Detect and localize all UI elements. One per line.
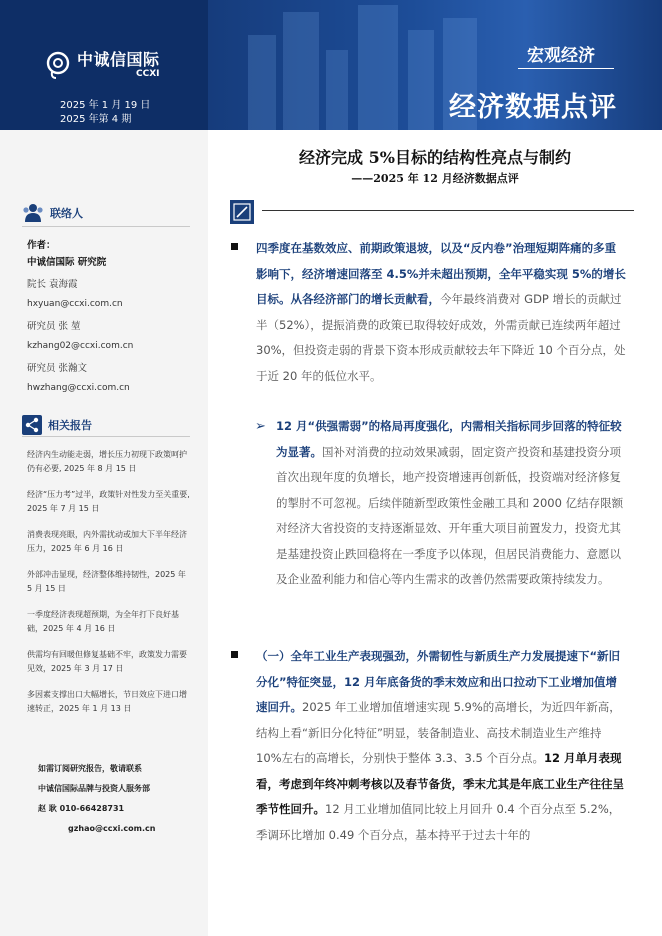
- paragraph-body: 今年最终消费对 GDP 增长的贡献过半（52%），提振消费的政策已取得较好成效，外需贡献已连续两年超过 30%，但投资走弱的背景下资本形成贡献较去年下降近 10 个百分点，处于近 20 年的低位水平。: [256, 292, 626, 383]
- paragraph-body: 2025 年工业增加值增速实现 5.9%的高增长，为近四年新高，结构上看“新旧分化特征”明显，装备制造业、高技术制造业生产维持 10%左右的高增长，分别快于整体 3.3、3.5 个百分点。: [256, 700, 621, 765]
- bullet-square: [231, 243, 238, 250]
- related-reports-list: [27, 448, 192, 728]
- related-report-link[interactable]: 供需均有回暖但修复基础不牢，政策发力需要见效，2025 年 3 月 17 日: [27, 650, 187, 673]
- industry-paragraph: [256, 644, 626, 848]
- related-report-link[interactable]: 多因素支撑出口大幅增长，节日效应下进口增速转正，2025 年 1 月 13 日: [27, 690, 187, 713]
- summary-edit-icon: [230, 200, 254, 224]
- company-logo: [45, 50, 160, 80]
- author-email[interactable]: kzhang02@ccxi.com.cn: [27, 341, 134, 351]
- key-finding: 12 月“供强需弱”的格局再度强化，内需相关指标同步回落的特征较为显著。: [276, 419, 622, 459]
- contact-line: 赵 耿 010-66428731: [38, 804, 125, 813]
- related-report-link[interactable]: 一季度经济表现超预期，为全年打下良好基础，2025 年 4 月 16 日: [27, 610, 179, 633]
- summary-divider: [262, 210, 634, 211]
- related-report-link[interactable]: 外部冲击显现，经济整体维持韧性，2025 年 5 月 15 日: [27, 570, 186, 593]
- key-finding: 四季度在基数效应、前期政策退坡，以及“反内卷”治理短期阵痛的多重影响下，经济增速回落至 4.5%并未超出预期，全年平稳实现 5%的增长目标。从各经济部门的增长贡献看，: [256, 241, 626, 306]
- category-divider: [518, 68, 614, 69]
- author-name: 研究员 张 堃: [27, 321, 81, 332]
- author-email[interactable]: hxyuan@ccxi.com.cn: [27, 299, 123, 309]
- authors-title: 作者：: [27, 240, 56, 251]
- contact-line: 如需订阅研究报告，敬请联系: [38, 764, 142, 773]
- contact-email[interactable]: gzhao@ccxi.com.cn: [68, 824, 156, 833]
- page-title: 经济完成 5%目标的结构性亮点与制约: [299, 148, 571, 167]
- related-divider: [22, 436, 190, 437]
- summary-paragraph: [256, 236, 626, 389]
- paragraph-body: 国补对消费的拉动效果减弱，固定资产投资和基建投资分项首次出现年度的负增长，地产投资增速再创新低，投资端对经济修复的掣肘不可忽视。后续伴随新型政策性金融工具和 2000 亿结存限额对经济大省投资的支持逐渐显效、开年重大项目前置发力，投资尤其是基建投资止跌回稳将在一季度予以体现，但居民消费能力、意愿以及企业盈利能力和信心等内生需求的改善仍然需要政策持续发力。: [276, 444, 624, 586]
- author-email[interactable]: hwzhang@ccxi.com.cn: [27, 383, 130, 393]
- related-report-link[interactable]: 经济“压力考”过半，政策针对性发力至关重要, 2025 年 7 月 15 日: [27, 490, 190, 513]
- arrow-bullet-icon: ➢: [255, 419, 266, 434]
- related-report-link[interactable]: 消费表现亮眼，内外需扰动或加大下半年经济压力，2025 年 6 月 16 日: [27, 530, 187, 553]
- institute-name: 中诚信国际 研究院: [27, 257, 107, 268]
- report-date: 2025 年 1 月 19 日: [60, 100, 151, 111]
- related-label: 相关报告: [48, 419, 92, 432]
- report-category: 宏观经济: [527, 46, 595, 66]
- author-name: 研究员 张瀚文: [27, 363, 88, 374]
- contacts-heading: [22, 203, 83, 223]
- issue-number: 2025 年第 4 期: [60, 114, 132, 125]
- key-finding: 12 月单月表现看，考虑到年终冲刺考核以及春节备货，季末尤其是年底工业生产往往呈季节性回升。: [256, 751, 624, 816]
- author-name: 院长 袁海霞: [27, 279, 78, 290]
- page-subtitle: ——2025 年 12 月经济数据点评: [351, 172, 519, 185]
- logo-icon: [45, 50, 71, 80]
- key-finding: （一）全年工业生产表现强劲，外需韧性与新质生产力发展提速下“新旧分化”特征突显，12 月年底备货的季末效应和出口拉动下工业增加值增速回升。: [256, 649, 621, 714]
- related-report-link[interactable]: 经济内生动能走弱，增长压力初现下政策呵护仍有必要, 2025 年 8 月 15 日: [27, 450, 187, 473]
- bullet-square: [231, 651, 238, 658]
- report-header: [0, 0, 662, 130]
- contact-line: 中诚信国际品牌与投资人服务部: [38, 784, 150, 793]
- paragraph-body: 12 月工业增加值同比较上月回升 0.4 个百分点至 5.2%，季调环比增加 0.49 个百分点，基本持平于过去十年的: [256, 802, 621, 842]
- share-icon: [22, 415, 42, 435]
- logo-name-cn: 中诚信国际: [77, 49, 160, 69]
- sub-paragraph: [276, 414, 626, 593]
- author-list: [27, 237, 197, 393]
- contacts-label: 联络人: [50, 207, 83, 220]
- contacts-divider: [22, 226, 190, 227]
- subscription-contact: [38, 763, 155, 833]
- related-heading: [22, 415, 92, 435]
- contact-person-icon: [22, 203, 44, 223]
- report-type-title: 经济数据点评: [449, 92, 617, 123]
- logo-name-en: CCXI: [136, 68, 160, 79]
